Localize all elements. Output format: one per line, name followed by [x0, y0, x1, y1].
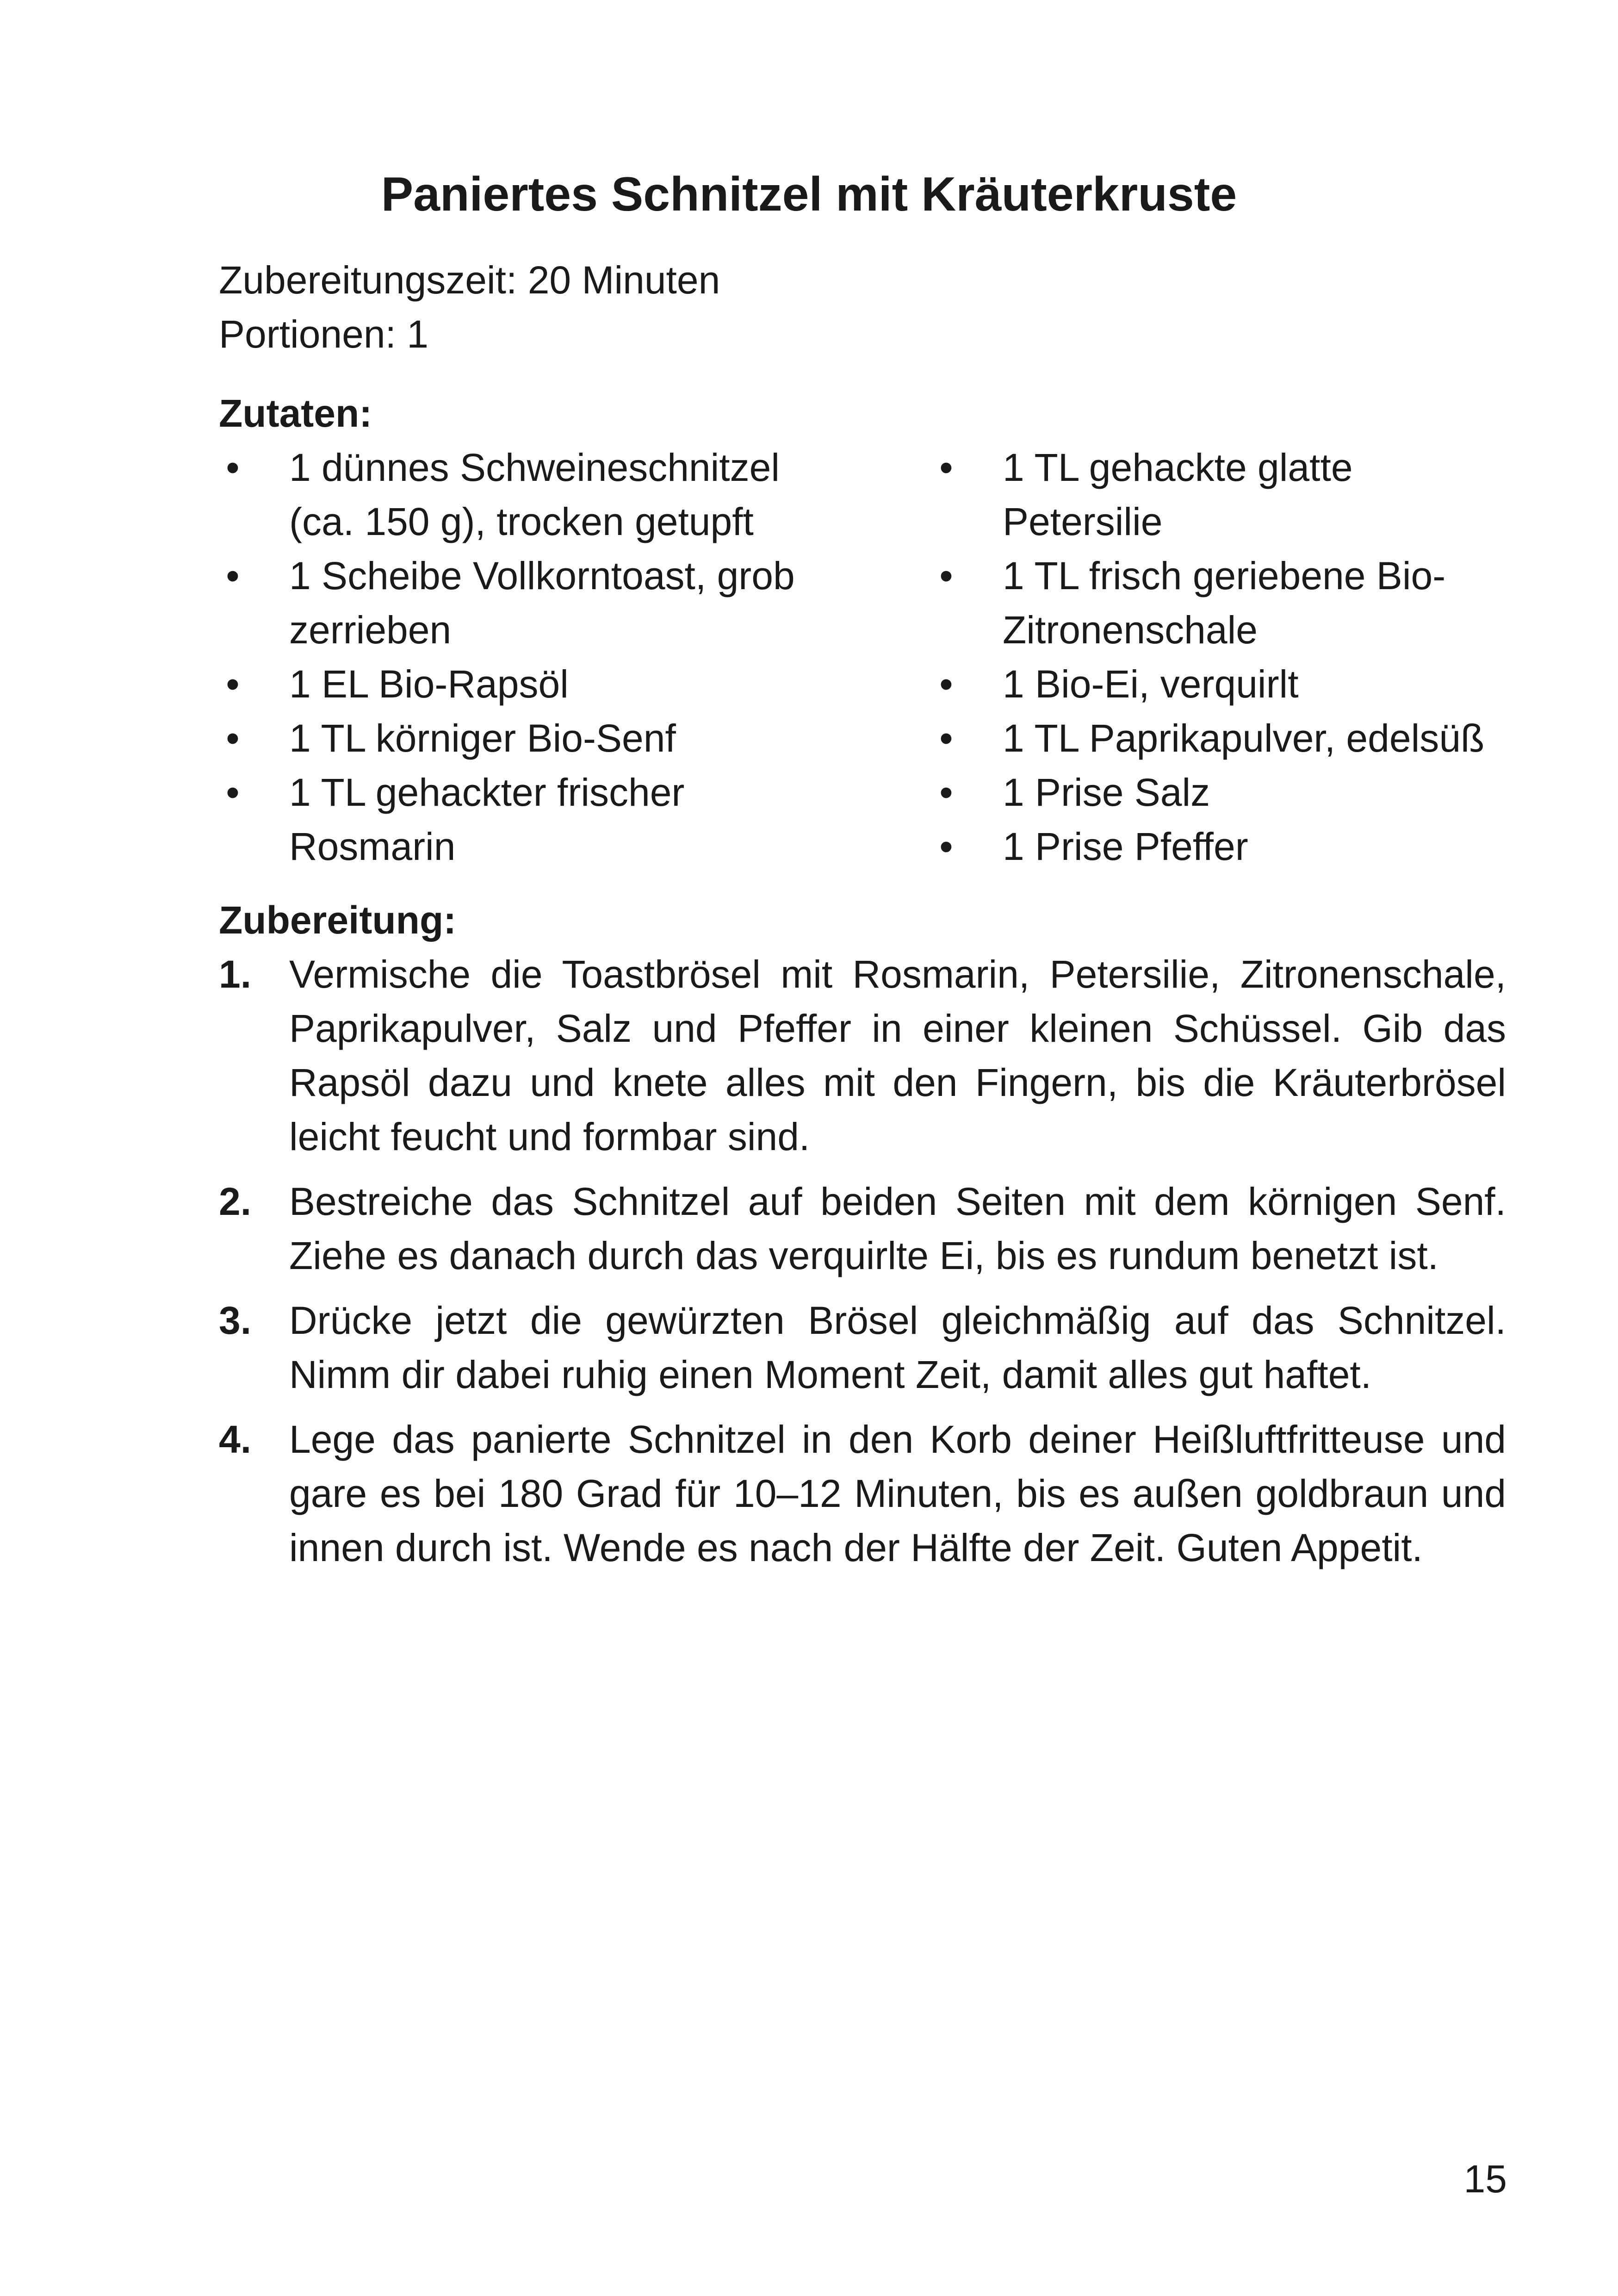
prep-time: Zubereitungszeit: 20 Minuten	[219, 258, 720, 302]
ingredient-text: 1 TL Paprikapulver, edelsüß	[1003, 716, 1485, 760]
step-number: 1.	[219, 952, 252, 996]
ingredient-text: 1 Prise Pfeffer	[1003, 825, 1248, 868]
ingredient-item	[932, 441, 1515, 549]
bullet-icon: •	[939, 662, 953, 706]
ingredient-item	[219, 711, 802, 765]
ingredient-item	[932, 711, 1515, 765]
ingredient-text: 1 TL frisch geriebene Bio-Zitronenschale	[1003, 554, 1446, 652]
bullet-icon: •	[226, 716, 240, 760]
bullet-icon: •	[939, 825, 953, 868]
bullet-icon: •	[939, 716, 953, 760]
ingredient-text: 1 dünnes Schweineschnitzel (ca. 150 g), trocken getupft	[289, 446, 780, 543]
recipe-title: Paniertes Schnitzel mit Kräuterkruste	[381, 168, 1237, 221]
ingredients-list-left	[219, 441, 802, 874]
ingredient-item	[219, 549, 802, 657]
method-step	[219, 1294, 1506, 1402]
step-number: 2.	[219, 1180, 252, 1223]
ingredient-item	[932, 657, 1515, 711]
ingredient-item	[219, 657, 802, 711]
ingredient-item	[932, 765, 1515, 820]
step-number: 4.	[219, 1418, 252, 1461]
ingredient-text: 1 Bio-Ei, verquirlt	[1003, 662, 1299, 706]
bullet-icon: •	[939, 446, 953, 489]
step-text: Drücke jetzt die gewürzten Brösel gleichmäßig auf das Schnitzel. Nimm dir dabei ruhig einen Moment Zeit, damit alles gut haftet.	[289, 1299, 1506, 1396]
ingredient-item	[932, 549, 1515, 657]
step-number: 3.	[219, 1299, 252, 1342]
bullet-icon: •	[226, 771, 240, 814]
method-step	[219, 1175, 1506, 1283]
method-heading: Zubereitung:	[219, 898, 457, 942]
method-step	[219, 1412, 1506, 1575]
ingredient-item	[219, 441, 802, 549]
method-step	[219, 947, 1506, 1164]
ingredient-text: 1 EL Bio-Rapsöl	[289, 662, 569, 706]
bullet-icon: •	[226, 554, 240, 597]
bullet-icon: •	[226, 446, 240, 489]
ingredient-text: 1 TL körniger Bio-Senf	[289, 716, 676, 760]
bullet-icon: •	[939, 554, 953, 597]
ingredients-list-right	[932, 441, 1515, 874]
ingredients-heading: Zutaten:	[219, 392, 372, 435]
ingredient-text: 1 TL gehackter frischer Rosmarin	[289, 771, 685, 868]
step-text: Vermische die Toastbrösel mit Rosmarin, Petersilie, Zitronenschale, Paprikapulver, Salz und Pfeffer in einer kleinen Schüssel. Gib das Rapsöl dazu und knete alles mit den Fingern, bis die Kräuterbrösel leicht feucht und formbar sind.	[289, 952, 1506, 1158]
ingredient-text: 1 Prise Salz	[1003, 771, 1210, 814]
step-text: Lege das panierte Schnitzel in den Korb deiner Heißluftfritteuse und gare es bei 180 Grad für 10–12 Minuten, bis es außen goldbraun und innen durch ist. Wende es nach der Hälfte der Zeit. Guten Appetit.	[289, 1418, 1506, 1569]
method-steps	[219, 947, 1506, 1586]
bullet-icon: •	[226, 662, 240, 706]
ingredient-item	[932, 820, 1515, 874]
page-number: 15	[1463, 2157, 1507, 2201]
servings: Portionen: 1	[219, 312, 428, 356]
bullet-icon: •	[939, 771, 953, 814]
ingredient-text: 1 Scheibe Vollkorntoast, grob zerrieben	[289, 554, 795, 652]
ingredient-text: 1 TL gehackte glatte Petersilie	[1003, 446, 1353, 543]
step-text: Bestreiche das Schnitzel auf beiden Seiten mit dem körnigen Senf. Ziehe es danach durch das verquirlte Ei, bis es rundum benetzt ist.	[289, 1180, 1506, 1277]
ingredient-item	[219, 765, 802, 874]
